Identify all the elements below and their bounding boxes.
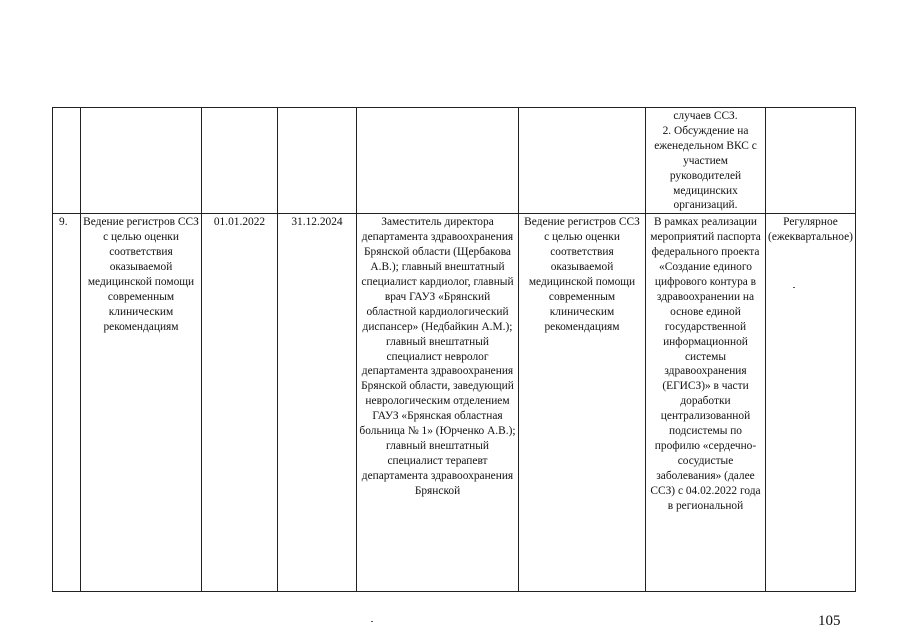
expected-result: Ведение регистров ССЗ с целью оценки соответствия оказываемой медицинской помощи современным клиническим рекомендациям xyxy=(519,214,646,592)
cell-end-date xyxy=(278,108,357,214)
cell-start-date xyxy=(202,108,278,214)
periodicity: Регулярное (ежеквартальное) xyxy=(766,214,856,592)
event-name: Ведение регистров ССЗ с целью оценки соответствия оказываемой медицинской помощи современным клиническим рекомендациям xyxy=(81,214,202,592)
description-continued-text: случаев ССЗ. 2. Обсуждение на еженедельном ВКС с участием руководителей медицинских организаций. xyxy=(654,110,757,212)
cell-name xyxy=(81,108,202,214)
plan-table xyxy=(52,107,856,592)
responsible-persons: Заместитель директора департамента здравоохранения Брянской области (Щербакова А.В.); главный внештатный специалист кардиолог, главный врач ГАУЗ «Брянский областной кардиологический диспансер» (Недбайкин А.М.); главный внештатный специалист невролог департамента здравоохранения Брянской области, заведующий неврологическим отделением ГАУЗ «Брянская областная больница № 1» (Юрченко А.В.); главный внештатный специалист терапевт департамента здравоохранения Брянской xyxy=(357,214,519,592)
table-row-9 xyxy=(53,214,856,592)
cell-description xyxy=(646,108,766,214)
cell-number xyxy=(53,108,81,214)
end-date: 31.12.2024 xyxy=(278,214,357,592)
page-number: 105 xyxy=(818,613,841,629)
event-description: В рамках реализации мероприятий паспорта федерального проекта «Создание единого цифрового контура в здравоохранении на основе единой государственной информационной системы здравоохранения (ЕГИСЗ)» в части доработки централизованной подсистемы по профилю «сердечно-сосудистые заболевания» (далее ССЗ) с 04.02.2022 года в региональной xyxy=(646,214,766,592)
row-number: 9. xyxy=(53,214,81,592)
cell-result xyxy=(519,108,646,214)
start-date: 01.01.2022 xyxy=(202,214,278,592)
cell-responsible xyxy=(357,108,519,214)
cell-periodicity xyxy=(766,108,856,214)
scan-speck xyxy=(793,287,795,288)
table-row-continued xyxy=(53,108,856,214)
scan-speck xyxy=(371,621,373,622)
